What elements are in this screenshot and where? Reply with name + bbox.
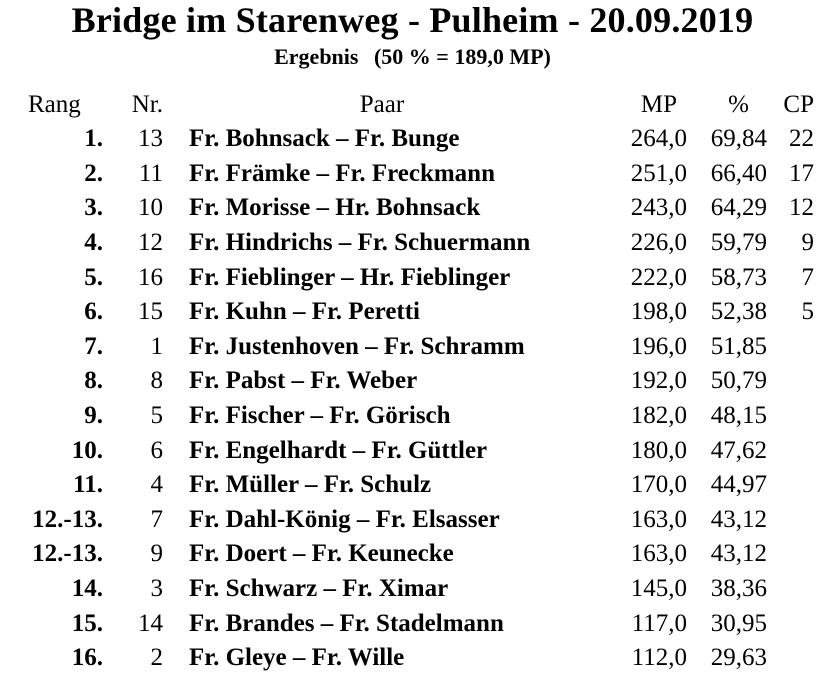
cell-nr: 2	[150, 644, 163, 672]
cell-paar: Fr. Gleye – Fr. Wille	[189, 644, 405, 672]
cell-mp: 243,0	[630, 194, 687, 222]
cell-mp: 180,0	[630, 436, 687, 464]
cell-cp	[767, 606, 814, 641]
cell-rang: 6.	[84, 298, 103, 326]
cell-rang: 12.-13.	[32, 540, 103, 568]
cell-nr: 8	[150, 367, 163, 395]
cell-paar: Fr. Schwarz – Fr. Ximar	[189, 575, 449, 603]
cell-nr: 14	[138, 609, 163, 637]
cell-rang: 8.	[84, 367, 103, 395]
cell-cp	[767, 468, 814, 503]
header-rang: Rang	[28, 91, 81, 118]
cell-pct: 30,95	[710, 609, 767, 637]
header-cp: CP	[783, 91, 814, 118]
cell-pct: 29,63	[710, 644, 767, 672]
cell-cp	[767, 433, 814, 468]
cell-paar: Fr. Doert – Fr. Keunecke	[189, 540, 454, 568]
cell-mp: 251,0	[630, 159, 687, 187]
table-row	[0, 433, 814, 468]
cell-pct: 38,36	[710, 575, 767, 603]
cell-nr: 1	[150, 332, 163, 360]
cell-paar: Fr. Morisse – Hr. Bohnsack	[189, 194, 481, 222]
cell-pct: 50,79	[710, 367, 767, 395]
page-title: Bridge im Starenweg - Pulheim - 20.09.2019	[71, 0, 754, 40]
header-pct: %	[728, 91, 749, 118]
page-subtitle	[0, 44, 825, 70]
table-row	[0, 606, 814, 641]
cell-mp: 145,0	[630, 575, 687, 603]
subtitle-label: Ergebnis	[274, 44, 359, 69]
cell-cp	[767, 399, 814, 434]
cell-nr: 15	[138, 298, 163, 326]
cell-rang: 14.	[71, 575, 103, 603]
cell-nr: 5	[150, 402, 163, 430]
cell-paar: Fr. Müller – Fr. Schulz	[189, 471, 432, 499]
cell-pct: 44,97	[710, 471, 767, 499]
results-body	[0, 122, 814, 676]
cell-cp	[767, 364, 814, 399]
cell-paar: Fr. Främke – Fr. Freckmann	[189, 159, 495, 187]
cell-rang: 11.	[73, 471, 103, 499]
cell-nr: 4	[150, 471, 163, 499]
results-table	[0, 88, 814, 676]
table-row	[0, 157, 814, 192]
cell-rang: 10.	[71, 436, 103, 464]
table-row	[0, 260, 814, 295]
subtitle-note: (50 % = 189,0 MP)	[373, 44, 551, 69]
cell-pct: 64,29	[710, 194, 767, 222]
cell-rang: 16.	[71, 644, 103, 672]
table-row	[0, 641, 814, 676]
header-paar: Paar	[359, 91, 405, 118]
cell-rang: 4.	[84, 229, 103, 257]
cell-mp: 222,0	[630, 263, 687, 291]
cell-cp: 12	[789, 194, 814, 222]
table-row	[0, 364, 814, 399]
cell-pct: 66,40	[710, 159, 767, 187]
cell-mp: 196,0	[630, 332, 687, 360]
cell-mp: 163,0	[630, 540, 687, 568]
cell-paar: Fr. Kuhn – Fr. Peretti	[189, 298, 421, 326]
table-row	[0, 503, 814, 538]
table-row	[0, 468, 814, 503]
cell-mp: 192,0	[630, 367, 687, 395]
header-nr: Nr.	[131, 91, 163, 118]
cell-mp: 264,0	[630, 125, 687, 153]
cell-rang: 7.	[84, 332, 103, 360]
cell-pct: 47,62	[710, 436, 767, 464]
cell-rang: 2.	[84, 159, 103, 187]
cell-nr: 7	[150, 505, 163, 533]
table-row	[0, 399, 814, 434]
table-row	[0, 122, 814, 157]
table-row	[0, 537, 814, 572]
table-row	[0, 572, 814, 607]
cell-nr: 9	[150, 540, 163, 568]
cell-cp	[767, 572, 814, 607]
cell-mp: 198,0	[630, 298, 687, 326]
cell-cp	[767, 503, 814, 538]
cell-cp: 9	[801, 229, 814, 257]
cell-nr: 10	[138, 194, 163, 222]
cell-cp	[767, 641, 814, 676]
cell-mp: 163,0	[630, 505, 687, 533]
table-row	[0, 191, 814, 226]
header-row	[0, 88, 814, 122]
cell-cp: 22	[789, 125, 814, 153]
cell-paar: Fr. Engelhardt – Fr. Güttler	[189, 436, 488, 464]
cell-nr: 16	[138, 263, 163, 291]
cell-pct: 58,73	[710, 263, 767, 291]
cell-rang: 1.	[84, 125, 103, 153]
header-mp: MP	[640, 91, 677, 118]
cell-nr: 12	[138, 229, 163, 257]
cell-pct: 69,84	[710, 125, 767, 153]
cell-cp: 17	[789, 159, 814, 187]
cell-paar: Fr. Pabst – Fr. Weber	[189, 367, 418, 395]
cell-paar: Fr. Bohnsack – Fr. Bunge	[189, 125, 460, 153]
cell-mp: 117,0	[631, 609, 687, 637]
cell-rang: 12.-13.	[32, 505, 103, 533]
cell-mp: 182,0	[630, 402, 687, 430]
cell-paar: Fr. Fieblinger – Hr. Fieblinger	[189, 263, 511, 291]
cell-rang: 3.	[84, 194, 103, 222]
cell-paar: Fr. Fischer – Fr. Görisch	[189, 402, 451, 430]
cell-paar: Fr. Dahl-König – Fr. Elsasser	[189, 505, 500, 533]
cell-rang: 9.	[84, 402, 103, 430]
cell-paar: Fr. Justenhoven – Fr. Schramm	[189, 332, 525, 360]
table-row	[0, 226, 814, 261]
cell-nr: 13	[138, 125, 163, 153]
cell-pct: 52,38	[710, 298, 767, 326]
cell-cp	[767, 330, 814, 365]
cell-mp: 170,0	[630, 471, 687, 499]
cell-pct: 59,79	[710, 229, 767, 257]
cell-nr: 11	[138, 159, 163, 187]
cell-cp: 7	[801, 263, 814, 291]
cell-pct: 43,12	[710, 505, 767, 533]
cell-pct: 48,15	[710, 402, 767, 430]
cell-paar: Fr. Brandes – Fr. Stadelmann	[189, 609, 504, 637]
cell-cp: 5	[801, 298, 814, 326]
cell-paar: Fr. Hindrichs – Fr. Schuermann	[189, 229, 531, 257]
cell-nr: 6	[150, 436, 163, 464]
cell-rang: 15.	[71, 609, 103, 637]
cell-pct: 43,12	[710, 540, 767, 568]
table-row	[0, 330, 814, 365]
cell-rang: 5.	[84, 263, 103, 291]
cell-nr: 3	[150, 575, 163, 603]
table-row	[0, 295, 814, 330]
cell-pct: 51,85	[710, 332, 767, 360]
cell-mp: 226,0	[630, 229, 687, 257]
cell-mp: 112,0	[631, 644, 687, 672]
cell-cp	[767, 537, 814, 572]
